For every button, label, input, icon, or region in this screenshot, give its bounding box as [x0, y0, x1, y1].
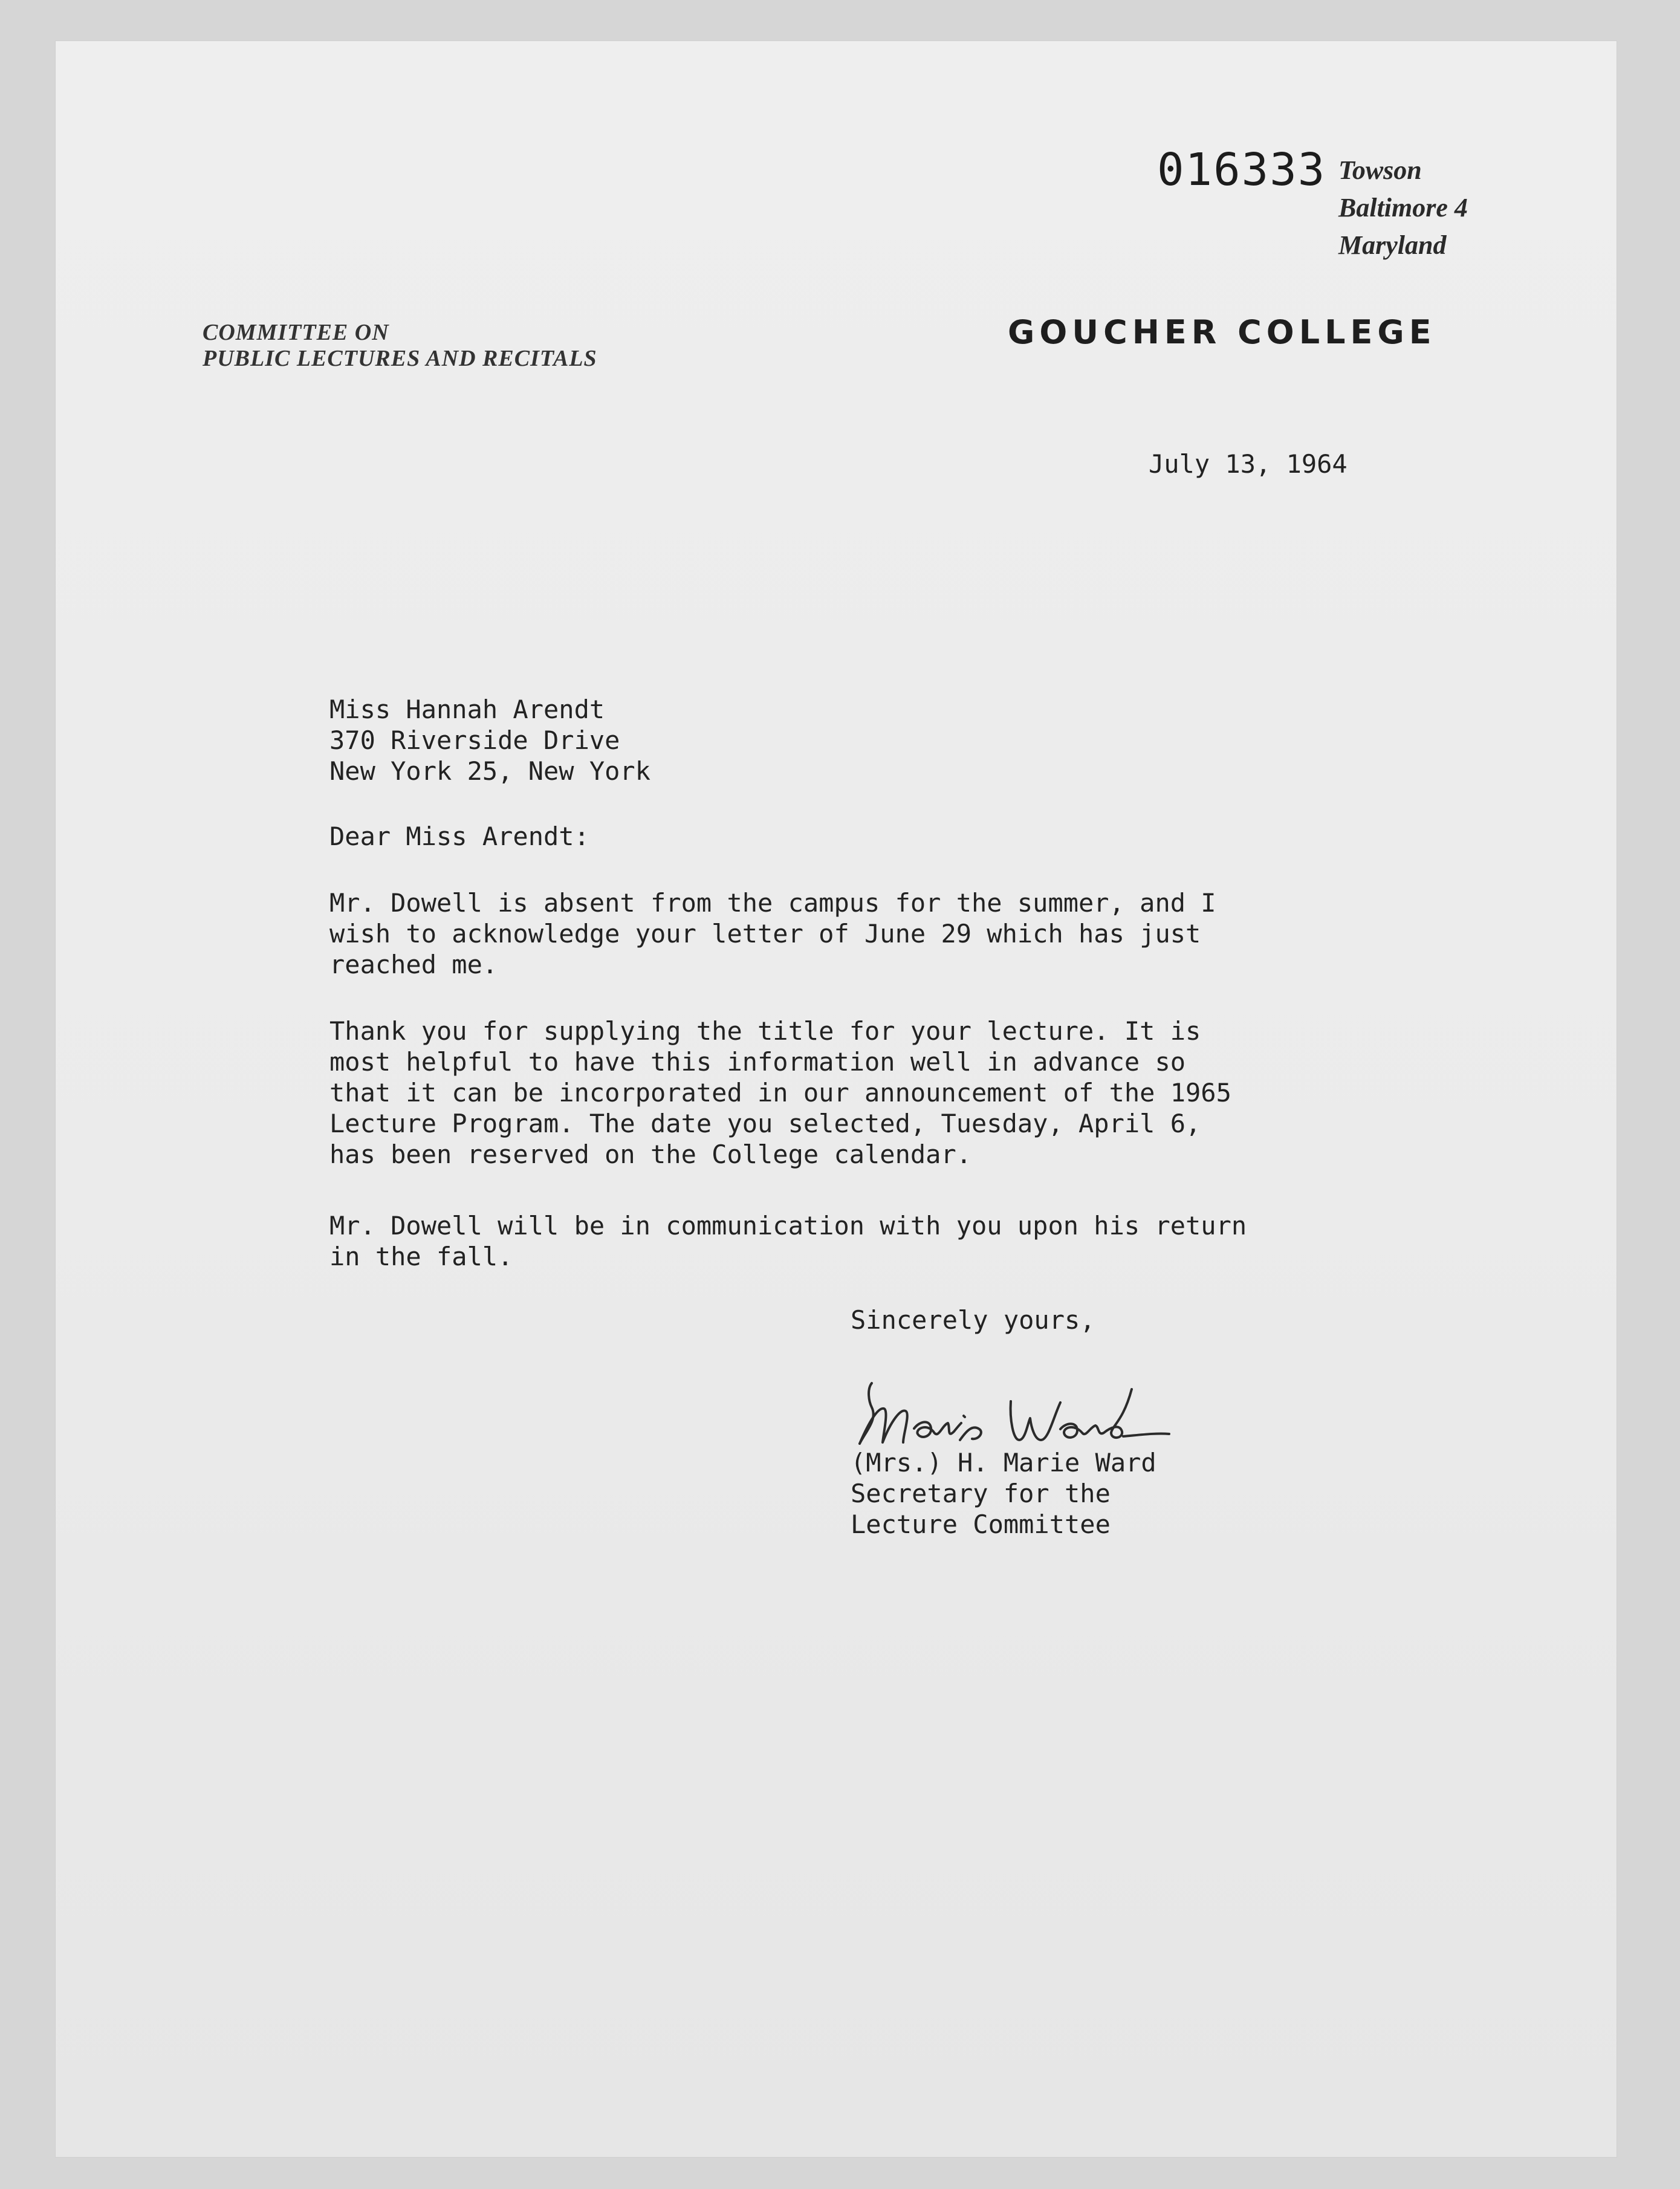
body-paragraph-1 [329, 887, 1216, 980]
signer-block [851, 1447, 1156, 1540]
salutation-text: Dear Miss Arendt: [329, 822, 589, 851]
address-line-city: Baltimore 4 [1338, 193, 1468, 222]
recipient-address [329, 694, 650, 786]
committee-line-2: PUBLIC LECTURES AND RECITALS [203, 346, 597, 371]
signer-title: Secretary for the [851, 1479, 1111, 1508]
address-line-town: Towson [1338, 155, 1422, 185]
body-line: that it can be incorporated in our announcement of the 1965 [329, 1078, 1231, 1107]
committee-line-1: COMMITTEE ON [203, 320, 389, 345]
body-line: has been reserved on the College calendar. [329, 1140, 972, 1169]
body-paragraph-2 [329, 1016, 1231, 1170]
serial-number: 016333 [1157, 144, 1326, 196]
body-line: Mr. Dowell will be in communication with you upon his return [329, 1211, 1247, 1240]
body-line: reached me. [329, 950, 498, 979]
body-line: in the fall. [329, 1242, 513, 1271]
body-line: Mr. Dowell is absent from the campus for the summer, and I [329, 888, 1216, 918]
body-line: wish to acknowledge your letter of June 29 which has just [329, 919, 1201, 949]
salutation [329, 821, 589, 852]
body-line: most helpful to have this information well in advance so [329, 1047, 1186, 1077]
institution-name: GOUCHER COLLEGE [1008, 313, 1436, 351]
recipient-line: New York 25, New York [329, 756, 651, 786]
signer-name: (Mrs.) H. Marie Ward [851, 1448, 1156, 1477]
signer-title: Lecture Committee [851, 1510, 1111, 1539]
body-paragraph-3 [329, 1210, 1247, 1272]
closing-text: Sincerely yours, [851, 1305, 1095, 1335]
body-line: Thank you for supplying the title for your lecture. It is [329, 1016, 1201, 1046]
recipient-line: Miss Hannah Arendt [329, 695, 605, 724]
letter-date: July 13, 1964 [1149, 449, 1348, 479]
recipient-line: 370 Riverside Drive [329, 725, 620, 755]
body-line: Lecture Program. The date you selected, Tuesday, April 6, [329, 1109, 1201, 1138]
closing [851, 1305, 1095, 1335]
address-line-state: Maryland [1338, 230, 1447, 260]
letter-page [56, 41, 1617, 2157]
